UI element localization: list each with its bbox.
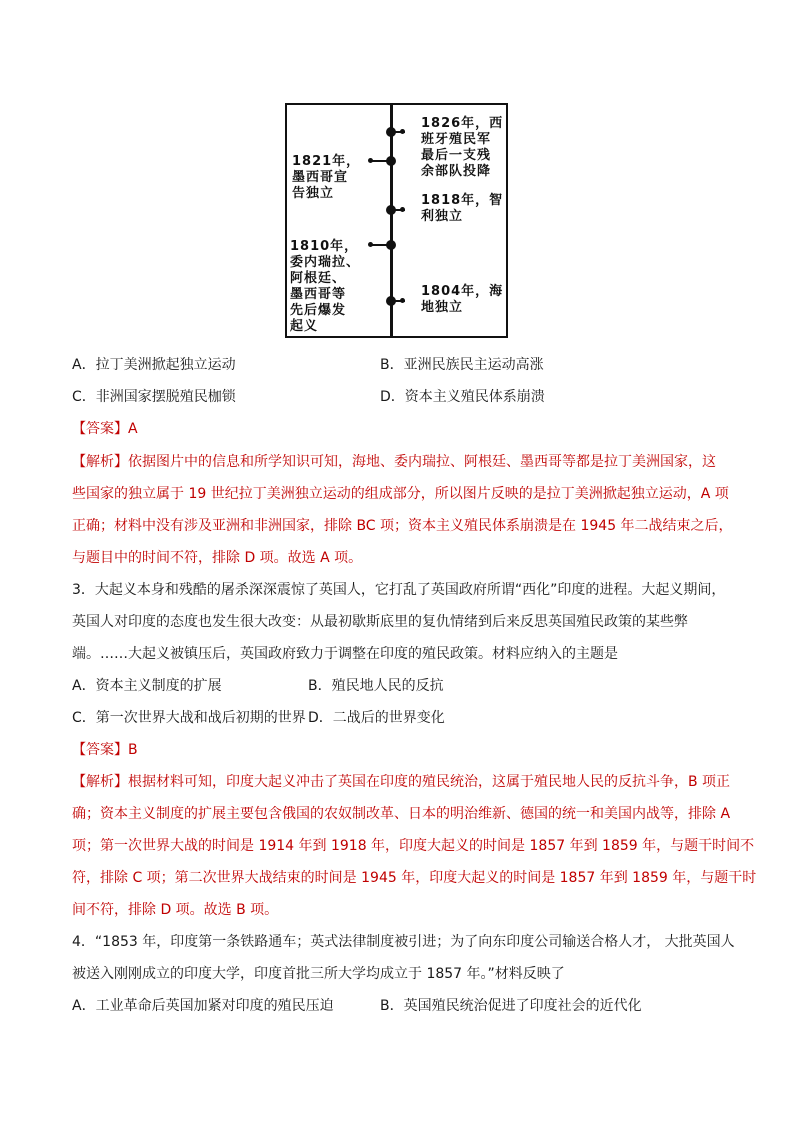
q2-option-a: A．拉丁美洲掀起独立运动 — [72, 357, 236, 373]
q3-stem-line-3: 端。……大起义被镇压后，英国政府致力于调整在印度的殖民政策。材料应纳入的主题是 — [72, 646, 618, 662]
q2-option-c: C．非洲国家摆脱殖民枷锁 — [72, 389, 236, 405]
timeline-event-1826: 1826年，西 班牙殖民军 最后一支残 余部队投降 — [421, 116, 504, 179]
q2-analysis-line-2: 些国家的独立属于 19 世纪拉丁美洲独立运动的组成部分，所以图片反映的是拉丁美洲掀起独立运动，A 项 — [72, 486, 729, 502]
q3-analysis-line-1: 【解析】根据材料可知，印度大起义冲击了英国在印度的殖民统治，这属于殖民地人民的反抗斗争，B 项正 — [72, 774, 731, 790]
q3-analysis-line-2: 确；资本主义制度的扩展主要包含俄国的农奴制改革、日本的明治维新、德国的统一和美国内战等，排除 A — [72, 806, 731, 822]
q3-stem-line-2: 英国人对印度的态度也发生很大改变：从最初歇斯底里的复仇情绪到后来反思英国殖民政策的某些弊 — [72, 614, 688, 630]
timeline-tick-1821 — [368, 158, 373, 163]
q3-analysis-line-5: 间不符，排除 D 项。故选 B 项。 — [72, 902, 279, 918]
q3-analysis-label: 【解析】 — [72, 774, 128, 790]
q3-stem-line-1: 3．大起义本身和残酷的屠杀深深震惊了英国人，它打乱了英国政府所谓“西化”印度的进程。大起义期间， — [72, 582, 726, 598]
q3-option-a: A．资本主义制度的扩展 — [72, 678, 222, 694]
q2-answer-label: 【答案】 — [72, 421, 128, 437]
timeline-tick-1826 — [400, 129, 405, 134]
q3-answer-label: 【答案】 — [72, 742, 128, 758]
timeline-event-1804: 1804年，海 地独立 — [421, 284, 504, 315]
q2-analysis-line-3: 正确；材料中没有涉及亚洲和非洲国家，排除 BC 项；资本主义殖民体系崩溃是在 1945 年二战结束之后， — [72, 518, 733, 534]
q2-analysis-line-1: 【解析】依据图片中的信息和所学知识可知，海地、委内瑞拉、阿根廷、墨西哥等都是拉丁美洲国家，这 — [72, 454, 716, 470]
q3-answer — [72, 740, 138, 760]
q4-option-a: A．工业革命后英国加紧对印度的殖民压迫 — [72, 998, 334, 1014]
q2-option-b: B．亚洲民族民主运动高涨 — [380, 357, 544, 373]
q3-option-c: C．第一次世界大战和战后初期的世界 — [72, 710, 306, 726]
q4-option-b: B．英国殖民统治促进了印度社会的近代化 — [380, 998, 642, 1014]
timeline-figure — [285, 103, 508, 338]
q3-option-d: D．二战后的世界变化 — [308, 710, 445, 726]
timeline-tick-1804 — [400, 298, 405, 303]
timeline-event-1818: 1818年，智 利独立 — [421, 193, 504, 224]
q2-option-d: D．资本主义殖民体系崩溃 — [380, 389, 545, 405]
timeline-event-1821: 1821年， 墨西哥宣 告独立 — [292, 154, 361, 201]
timeline-tick-1818 — [400, 207, 405, 212]
q2-analysis-line-4: 与题目中的时间不符，排除 D 项。故选 A 项。 — [72, 550, 363, 566]
q3-answer-value: B — [128, 742, 138, 758]
q3-option-b: B．殖民地人民的反抗 — [308, 678, 444, 694]
timeline-event-1810: 1810年， 委内瑞拉、 阿根廷、 墨西哥等 先后爆发 起义 — [290, 239, 361, 334]
timeline-tick-1810 — [368, 242, 373, 247]
q2-answer-value: A — [128, 421, 138, 437]
timeline-connector-1821 — [371, 160, 389, 162]
q2-answer — [72, 419, 138, 439]
q3-analysis-line-4: 符，排除 C 项；第二次世界大战结束的时间是 1945 年，印度大起义的时间是 1857 年到 1859 年，与题干时 — [72, 870, 757, 886]
q3-analysis-line-3: 项；第一次世界大战的时间是 1914 年到 1918 年，印度大起义的时间是 1857 年到 1859 年，与题干时间不 — [72, 838, 755, 854]
timeline-connector-1810 — [371, 244, 389, 246]
q2-analysis-label: 【解析】 — [72, 454, 128, 470]
q4-stem-line-2: 被送入刚刚成立的印度大学，印度首批三所大学均成立于 1857 年。”材料反映了 — [72, 966, 565, 982]
q4-stem-line-1: 4．“1853 年，印度第一条铁路通车；英式法律制度被引进；为了向东印度公司输送合格人才， 大批英国人 — [72, 934, 735, 950]
